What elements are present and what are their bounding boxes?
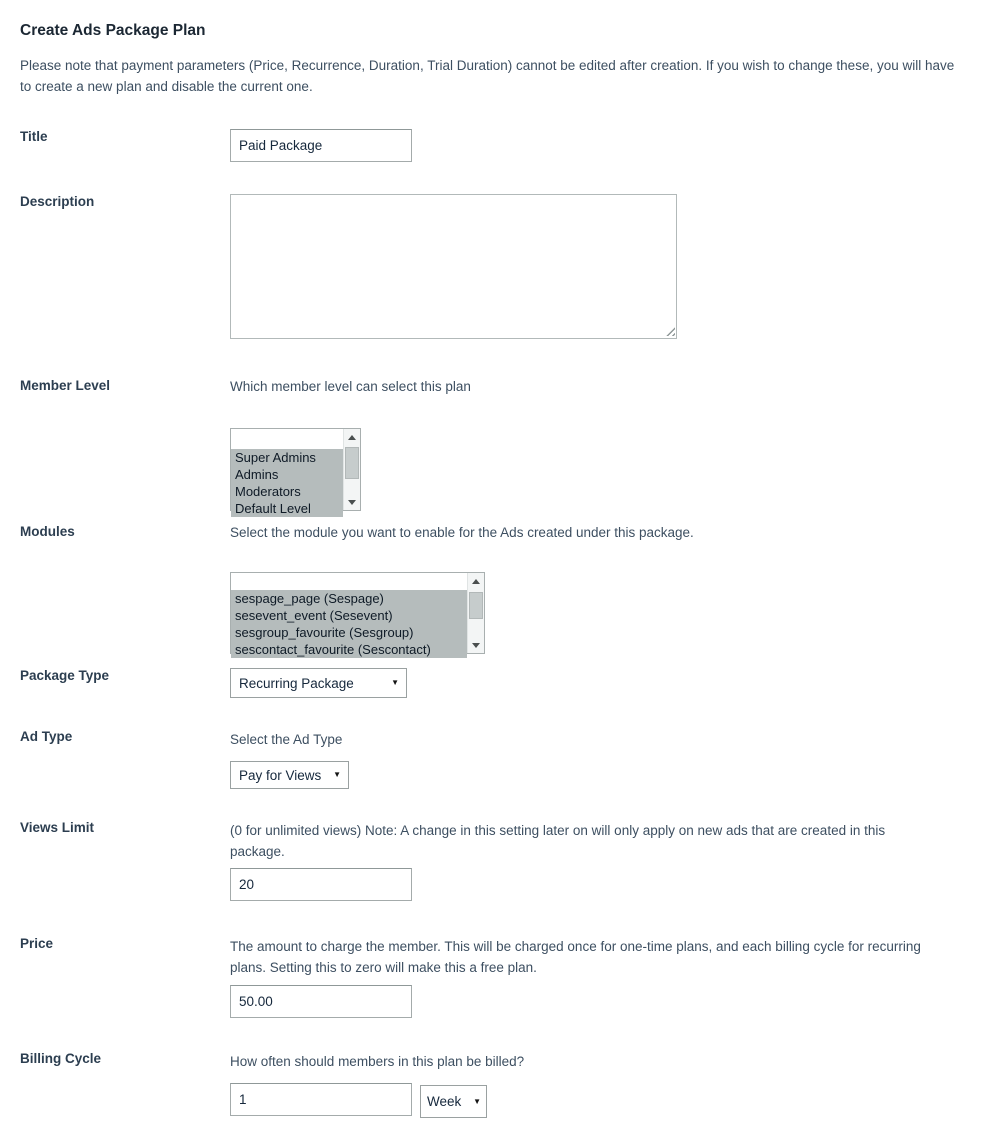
package-type-select[interactable] xyxy=(230,668,407,698)
member-level-help: Which member level can select this plan xyxy=(230,379,471,394)
chevron-down-icon: ▼ xyxy=(333,770,341,779)
modules-label: Modules xyxy=(20,524,75,539)
listbox-option[interactable]: Default Level xyxy=(231,500,343,517)
scroll-down-icon xyxy=(348,500,356,505)
chevron-down-icon: ▼ xyxy=(391,678,399,687)
ad-type-value: Pay for Views xyxy=(239,767,322,783)
scroll-up-button[interactable] xyxy=(468,573,484,589)
package-type-label: Package Type xyxy=(20,668,110,683)
modules-options xyxy=(231,573,467,657)
listbox-option[interactable]: sesgroup_favourite (Sesgroup) xyxy=(231,624,467,641)
listbox-option[interactable]: Moderators xyxy=(231,483,343,500)
listbox-option[interactable]: sespage_page (Sespage) xyxy=(231,590,467,607)
listbox-option[interactable] xyxy=(231,432,343,449)
listbox-option[interactable]: Admins xyxy=(231,466,343,483)
views-limit-input[interactable] xyxy=(230,868,412,901)
member-level-listbox[interactable] xyxy=(230,428,361,516)
chevron-down-icon: ▼ xyxy=(473,1096,481,1106)
listbox-option[interactable] xyxy=(231,573,467,590)
scroll-down-button[interactable] xyxy=(468,637,484,653)
payment-parameters-note: Please note that payment parameters (Price, Recurrence, Duration, Trial Duration) cannot be edited after creation. If you wish to change these, you will have to create a new plan and disable the current one. xyxy=(20,58,955,94)
modules-listbox[interactable] xyxy=(230,572,485,657)
views-limit-help: (0 for unlimited views) Note: A change in this setting later on will only apply on new ads that are created in this package. xyxy=(230,823,886,859)
package-type-value: Recurring Package xyxy=(239,675,354,691)
ad-type-select[interactable] xyxy=(230,761,349,789)
listbox-option[interactable]: sescontact_favourite (Sescontact) xyxy=(231,641,467,658)
price-input[interactable] xyxy=(230,985,412,1018)
billing-cycle-help: How often should members in this plan be billed? xyxy=(230,1054,525,1069)
scroll-down-button[interactable] xyxy=(344,494,360,510)
views-limit-label: Views Limit xyxy=(20,820,95,835)
scrollbar-thumb[interactable] xyxy=(345,447,359,479)
billing-cycle-amount-input[interactable] xyxy=(230,1083,412,1116)
title-label: Title xyxy=(20,129,48,144)
title-input[interactable] xyxy=(230,129,412,162)
scrollbar[interactable] xyxy=(467,573,484,653)
ad-type-label: Ad Type xyxy=(20,729,73,744)
scroll-down-icon xyxy=(472,643,480,648)
price-help: The amount to charge the member. This will be charged once for one-time plans, and each billing cycle for recurring plans. Setting this to zero will make this a free plan. xyxy=(230,939,921,975)
scroll-up-icon xyxy=(472,579,480,584)
description-label: Description xyxy=(20,194,95,209)
billing-cycle-period-select[interactable] xyxy=(420,1085,487,1118)
listbox-option[interactable]: sesevent_event (Sesevent) xyxy=(231,607,467,624)
scrollbar[interactable] xyxy=(343,429,360,510)
description-textarea[interactable] xyxy=(230,194,677,339)
billing-cycle-period-value: Week xyxy=(427,1094,462,1109)
scroll-up-icon xyxy=(348,435,356,440)
scroll-up-button[interactable] xyxy=(344,429,360,445)
scrollbar-thumb[interactable] xyxy=(469,592,483,619)
listbox-option[interactable]: Super Admins xyxy=(231,449,343,466)
ad-type-help: Select the Ad Type xyxy=(230,732,343,747)
page-title: Create Ads Package Plan xyxy=(20,22,206,39)
member-level-options xyxy=(231,429,343,516)
member-level-label: Member Level xyxy=(20,378,111,393)
modules-help: Select the module you want to enable for the Ads created under this package. xyxy=(230,525,694,540)
billing-cycle-label: Billing Cycle xyxy=(20,1051,102,1066)
price-label: Price xyxy=(20,936,54,951)
